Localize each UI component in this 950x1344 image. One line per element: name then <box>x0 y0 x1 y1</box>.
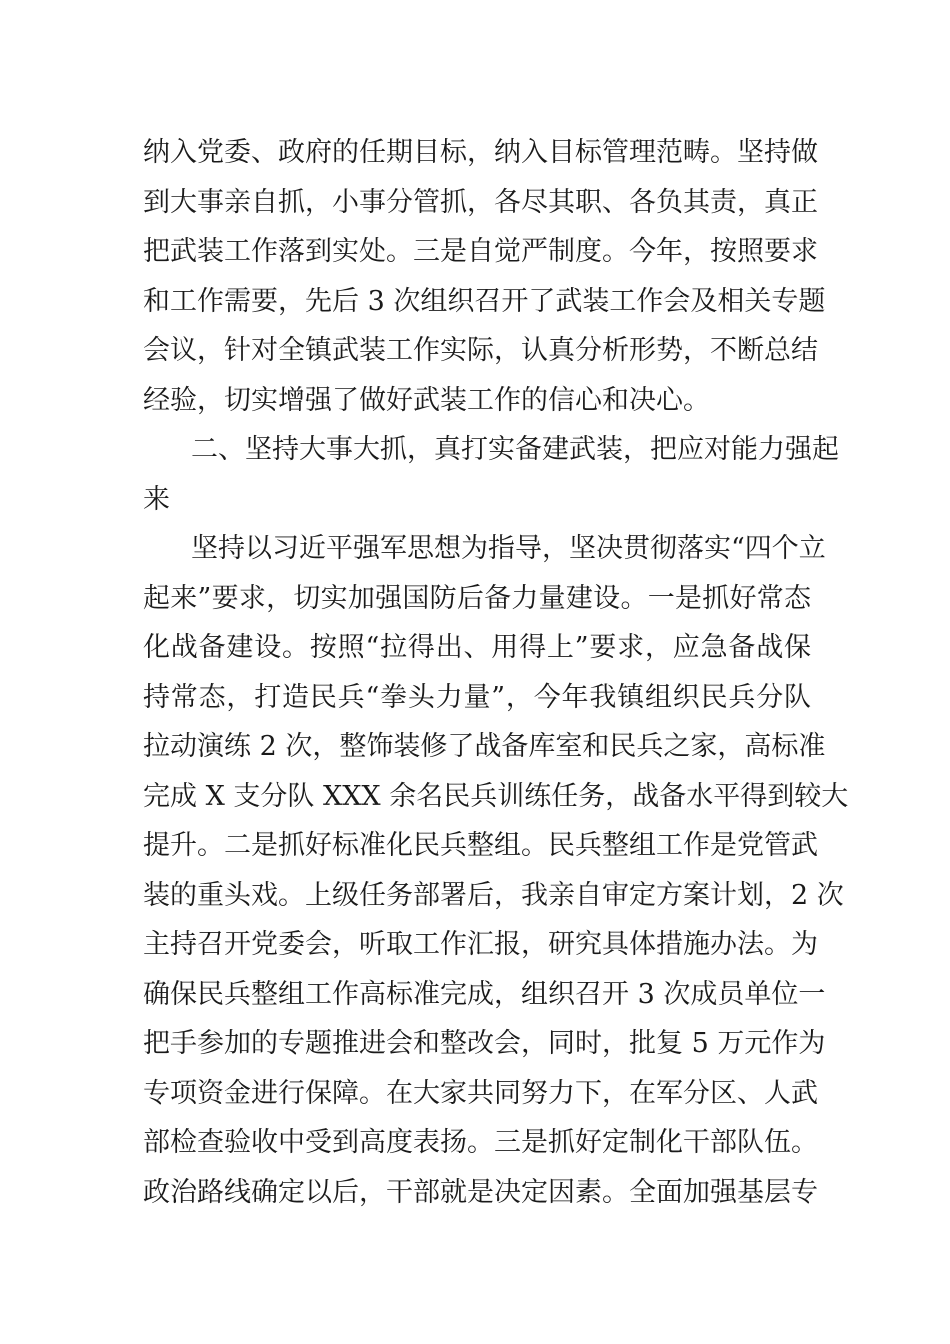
section-heading-line: 来 <box>143 483 170 515</box>
text-line: 完成 X 支分队 XXX 余名民兵训练任务，战备水平得到较大 <box>143 780 849 812</box>
text-line: 政治路线确定以后，干部就是决定因素。全面加强基层专 <box>143 1176 818 1208</box>
text-line: 拉动演练 2 次，整饰装修了战备库室和民兵之家，高标准 <box>143 731 826 762</box>
text-line: 到大事亲自抓，小事分管抓，各尽其职、各负其责，真正 <box>143 186 818 218</box>
text-line: 确保民兵整组工作高标准完成，组织召开 3 次成员单位一 <box>143 978 826 1010</box>
text-line: 和工作需要，先后 3 次组织召开了武装工作会及相关专题 <box>143 285 826 317</box>
text-line: 坚持以习近平强军思想为指导，坚决贯彻落实“四个立 <box>191 533 826 564</box>
text-line: 装的重头戏。上级任务部署后，我亲自审定方案计划，2 次 <box>143 879 844 911</box>
text-line: 化战备建设。按照“拉得出、用得上”要求，应急备战保 <box>143 632 811 663</box>
text-line: 经验，切实增强了做好武装工作的信心和决心。 <box>143 384 710 416</box>
text-line: 持常态，打造民兵“拳头力量”，今年我镇组织民兵分队 <box>143 681 811 713</box>
document-body <box>143 128 849 1217</box>
section-heading-line: 二、坚持大事大抓，真打实备建武装，把应对能力强起 <box>191 434 839 465</box>
text-line: 纳入党委、政府的任期目标，纳入目标管理范畴。坚持做 <box>143 137 818 168</box>
text-line: 部检查验收中受到高度表扬。三是抓好定制化干部队伍。 <box>143 1127 818 1158</box>
text-line: 主持召开党委会，听取工作汇报，研究具体措施办法。为 <box>143 929 818 960</box>
text-line: 把武装工作落到实处。三是自觉严制度。今年，按照要求 <box>143 236 818 267</box>
text-line: 把手参加的专题推进会和整改会，同时，批复 5 万元作为 <box>143 1028 826 1059</box>
text-line: 专项资金进行保障。在大家共同努力下，在军分区、人武 <box>143 1077 818 1109</box>
text-line: 会议，针对全镇武装工作实际，认真分析形势，不断总结 <box>143 335 818 366</box>
text-line: 起来”要求，切实加强国防后备力量建设。一是抓好常态 <box>143 582 811 614</box>
text-line: 提升。二是抓好标准化民兵整组。民兵整组工作是党管武 <box>143 830 818 861</box>
